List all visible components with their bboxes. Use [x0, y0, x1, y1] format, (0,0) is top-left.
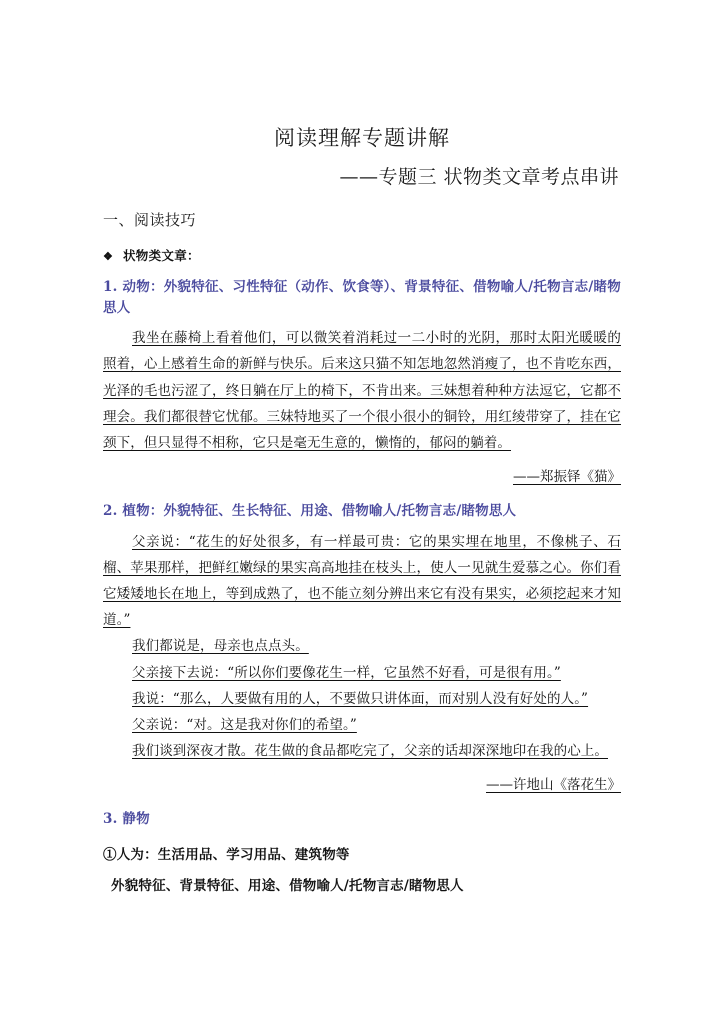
dialogue-line-text: 我们谈到深夜才散。花生做的食品都吃完了，父亲的话却深深地印在我的心上。 [132, 743, 608, 760]
dialogue-line [103, 660, 621, 686]
page-subtitle: ——专题三 状物类文章考点串讲 [339, 166, 619, 188]
category-heading-animal: 1. 动物：外貌特征、习性特征（动作、饮食等）、背景特征、借物喻人/托物言志/睹物思人 [103, 278, 621, 316]
attribution-peanut-text: ——许地山《落花生》 [486, 777, 621, 794]
section-heading-reading-skills: 一、阅读技巧 [103, 211, 197, 229]
quote-passage-peanut-text: 父亲说：“花生的好处很多，有一样最可贵：它的果实埋在地里，不像桃子、石榴、苹果那样，把鲜红嫩绿的果实高高地挂在枝头上，使人一见就生爱慕之心。你们看它矮矮地长在地上，等到成熟了，也不能立刻分辨出来它有没有果实，必须挖起来才知道。” [103, 533, 621, 629]
category-heading-still-object: 3. 静物 [103, 811, 150, 828]
category-heading-plant: 2. 植物：外貌特征、生长特征、用途、借物喻人/托物言志/睹物思人 [103, 503, 517, 520]
bullet-list-item [103, 250, 621, 263]
dialogue-line-text: 父亲接下去说：“所以你们要像花生一样，它虽然不好看，可是很有用。” [132, 664, 561, 681]
attribution-cat-text: ——郑振铎《猫》 [513, 469, 621, 486]
dialogue-line [103, 712, 621, 738]
diamond-bullet-icon: ❖ [103, 250, 114, 263]
dialogue-line-text: 我们都说是，母亲也点点头。 [132, 638, 309, 655]
bullet-label: 状物类文章： [123, 248, 200, 263]
document-content [103, 0, 621, 894]
attribution-cat [103, 464, 621, 490]
dialogue-line-text: 我说：“那么，人要做有用的人，不要做只讲体面，而对别人没有好处的人。” [132, 690, 589, 707]
still-object-subitem-manmade: ①人为：生活用品、学习用品、建筑物等 [103, 846, 350, 863]
dialogue-line-text: 父亲说：“对。这是我对你们的希望。” [132, 716, 357, 733]
page-title: 阅读理解专题讲解 [274, 126, 450, 150]
quote-passage-cat-text: 我坐在藤椅上看着他们，可以微笑着消耗过一二小时的光阴，那时太阳光暖暖的照着，心上感着生命的新鲜与快乐。后来这只猫不知怎地忽然消瘦了，也不肯吃东西，光泽的毛也污涩了，终日躺在厅上的椅下，不肯出来。三妹想着种种方法逗它，它都不理会。我们都很替它忧郁。三妹特地买了一个很小很小的铜铃，用红绫带穿了，挂在它颈下，但只显得不相称，它只是毫无生意的，懒惰的，郁闷的躺着。 [103, 330, 621, 451]
still-object-subitem-features: 外貌特征、背景特征、用途、借物喻人/托物言志/睹物思人 [111, 878, 464, 895]
dialogue-line [103, 738, 621, 764]
dialogue-line [103, 686, 621, 712]
dialogue-line [103, 633, 621, 659]
quote-passage-cat [103, 325, 621, 456]
attribution-peanut [103, 772, 621, 798]
quote-passage-peanut [103, 529, 621, 634]
